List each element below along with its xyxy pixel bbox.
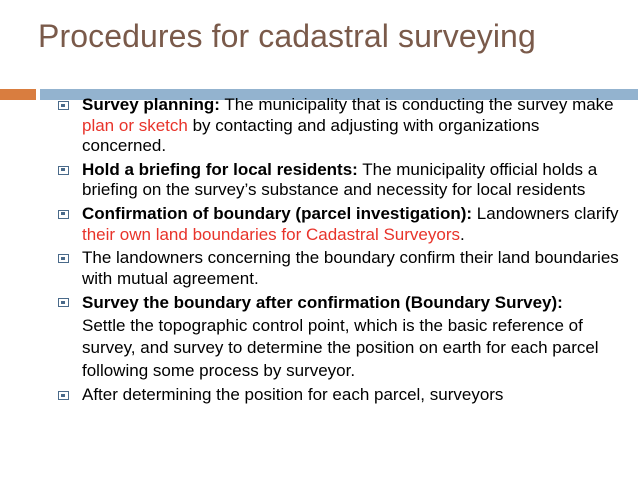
bullet-heading: Survey planning: — [82, 95, 220, 114]
bullet-list — [58, 95, 628, 409]
bullet-item — [58, 292, 628, 382]
bullet-text: The municipality official holds a briefing on the survey’s substance and necessity for local residents — [82, 159, 598, 200]
bullet-heading: Confirmation of boundary (parcel investigation): — [82, 203, 473, 223]
title-accent-bar — [0, 89, 36, 100]
bullet-text: by contacting and adjusting with organizations concerned. — [82, 115, 540, 156]
bullet-text: After determining the position for each parcel, surveyors — [82, 385, 504, 405]
square-bullet-icon — [58, 166, 69, 175]
bullet-heading: Hold a briefing for local residents: — [82, 159, 358, 179]
square-bullet-icon — [58, 391, 69, 400]
bullet-highlight: their own land boundaries for Cadastral Surveyors — [82, 224, 460, 244]
bullet-item — [58, 385, 628, 406]
bullet-highlight: plan or sketch — [82, 115, 188, 135]
square-bullet-icon — [58, 254, 69, 263]
square-bullet-icon — [58, 210, 69, 219]
bullet-item — [58, 95, 628, 157]
square-bullet-icon — [58, 298, 69, 307]
bullet-text: The municipality that is conducting the survey make — [219, 95, 614, 114]
square-bullet-icon — [58, 101, 69, 110]
bullet-text: Landowners clarify — [472, 203, 619, 223]
bullet-text: Settle the topographic control point, which is the basic reference of survey, and survey to determine the position on earth for each parcel following some process by surveyor. — [82, 293, 599, 380]
bullet-heading: Survey the boundary after confirmation (Boundary Survey): — [82, 293, 563, 313]
bullet-item — [58, 204, 628, 245]
bullet-text: The landowners concerning the boundary confirm their land boundaries with mutual agreement. — [82, 248, 619, 288]
bullet-text: . — [459, 224, 465, 244]
bullet-item — [58, 248, 628, 289]
slide-title: Procedures for cadastral surveying — [38, 18, 536, 54]
bullet-item — [58, 160, 628, 201]
